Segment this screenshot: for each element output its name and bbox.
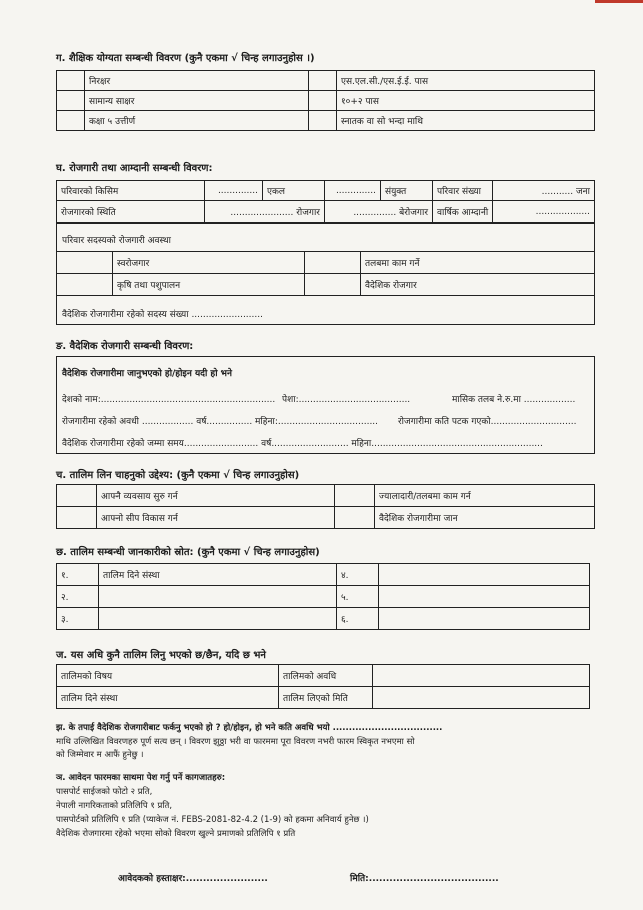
training-institute-label[interactable]: तालिम दिने संस्था <box>57 687 279 709</box>
training-purpose-table <box>56 484 595 529</box>
checkbox-cell[interactable] <box>57 91 85 111</box>
checkbox-cell[interactable] <box>57 274 113 296</box>
education-table <box>56 70 595 131</box>
option-plus-two: १०+२ पास <box>337 91 595 111</box>
signature-date-field[interactable]: मिति:...................................... <box>350 874 499 884</box>
family-count-input[interactable]: ........... जना <box>493 181 595 201</box>
option-literate: सामान्य साक्षर <box>85 91 309 111</box>
annual-income-label: वार्षिक आम्दानी <box>433 201 493 223</box>
wage-work-label: ज्यालादारी/तलबमा काम गर्न <box>375 485 595 507</box>
training-subject-label[interactable]: तालिमको विषय <box>57 665 279 687</box>
option-bachelor: स्नातक वा सो भन्दा माथि <box>337 111 595 131</box>
times-gone-field[interactable]: रोजगारीमा कति पटक गएको.............................. <box>398 417 577 427</box>
checkbox-cell[interactable] <box>305 274 361 296</box>
source-input[interactable] <box>379 586 590 608</box>
row-number: ४. <box>337 564 379 586</box>
checkbox-cell[interactable] <box>335 507 375 529</box>
employed-input[interactable]: ...................... रोजगार <box>205 201 325 223</box>
training-date-label: तालिम लिएको मिति <box>279 687 373 709</box>
checkbox-cell[interactable] <box>57 485 97 507</box>
foreign-member-count[interactable]: वैदेशिक रोजगारीमा रहेको सदस्य संख्या ......................... <box>62 310 263 320</box>
returnee-question[interactable]: झ. के तपाई वैदेशिक रोजगारीबाट फर्कनु भएको हो ? हो/होइन, हो भने कति अवधि भयो .................................. <box>56 723 443 733</box>
checkbox-cell[interactable] <box>309 111 337 131</box>
document-photo: पासपोर्ट साईजको फोटो २ प्रति, <box>56 787 153 797</box>
training-duration-label: तालिमको अवधि <box>279 665 373 687</box>
checkbox-cell[interactable] <box>309 71 337 91</box>
applicant-signature-field[interactable]: आवेदकको हस्ताक्षर:........................ <box>118 874 268 884</box>
own-business-label: आफ्नै व्यवसाय सुरु गर्न <box>97 485 335 507</box>
foreign-employment-label: वैदेशिक रोजगार <box>361 274 595 296</box>
employment-table-top <box>56 180 595 223</box>
source-input[interactable] <box>379 608 590 630</box>
salaried-work-label: तलबमा काम गर्ने <box>361 252 595 274</box>
declaration-line-2: को जिम्मेवार म आफैं हुनेछु । <box>56 750 144 760</box>
option-illiterate: निरक्षर <box>85 71 309 91</box>
row-number: ६. <box>337 608 379 630</box>
joint-input[interactable]: .............. <box>325 181 381 201</box>
joint-label: संयुक्त <box>381 181 433 201</box>
checkbox-cell[interactable] <box>335 485 375 507</box>
checkbox-cell[interactable] <box>309 91 337 111</box>
checkbox-cell[interactable] <box>57 111 85 131</box>
unemployed-input[interactable]: ............... बेरोजगार <box>325 201 433 223</box>
source-training-institute[interactable]: तालिम दिने संस्था <box>99 564 337 586</box>
skill-development-label: आफ्नो सीप विकास गर्न <box>97 507 335 529</box>
employment-status-label: रोजगारको स्थिति <box>57 201 205 223</box>
training-duration-input[interactable] <box>373 665 590 687</box>
go-foreign-label: वैदेशिक रोजगारीमा जान <box>375 507 595 529</box>
checkbox-cell[interactable] <box>57 252 113 274</box>
document-passport: पासपोर्टको प्रतिलिपि १ प्रति (प्याकेज नं. FEBS-2081-82-4.2 (1-9) को हकमा अनिवार्य हुनेछ ।) <box>56 815 369 825</box>
source-input[interactable] <box>379 564 590 586</box>
section-cha-title: च. तालिम लिन चाहनुको उद्देश्य: (कुनै एकमा √ चिन्ह लगाउनुहोस) <box>56 470 300 481</box>
country-name-field[interactable]: देशको नाम:............................................................. <box>62 395 276 405</box>
single-label: एकल <box>263 181 325 201</box>
training-date-input[interactable] <box>373 687 590 709</box>
family-employment-label: परिवार सदस्यको रोजगारी अवस्था <box>62 236 171 246</box>
source-input[interactable] <box>99 608 337 630</box>
checkbox-cell[interactable] <box>305 252 361 274</box>
foreign-went-question: वैदेशिक रोजगारीमा जानुभएको हो/होइन यदी हो भने <box>62 369 232 379</box>
section-ja-title: ज. यस अधि कुनै तालिम लिनु भएको छ/छैन, यदि छ भने <box>56 650 266 661</box>
red-corner-mark <box>595 0 643 3</box>
source-input[interactable] <box>99 586 337 608</box>
family-type-label: परिवारको किसिम <box>57 181 205 201</box>
row-number: १. <box>57 564 99 586</box>
document-citizenship: नेपाली नागरिकताको प्रतिलिपि १ प्रति, <box>56 801 173 811</box>
checkbox-cell[interactable] <box>57 507 97 529</box>
declaration-line-1: माथि उल्लिखित विवरणहरु पूर्ण सत्य छन् । विवरण झुठ्ठा भरी वा फारममा पूरा विवरण नभरी फारम स्विकृत नभएमा सो <box>56 737 415 747</box>
info-source-table <box>56 563 590 630</box>
document-foreign-proof: वैदेशिक रोजगारमा रहेको भएमा सोको विवरण खुल्ने प्रमाणको प्रतिलिपि १ प्रति <box>56 829 296 839</box>
employment-duration-field[interactable]: रोजगारीमा रहेको अवधी .................. वर्ष................ महिना:................................... <box>62 417 379 427</box>
row-number: ५. <box>337 586 379 608</box>
monthly-salary-field[interactable]: मासिक तलब ने.रु.मा .................. <box>452 395 576 405</box>
option-slc-pass: एस.एल.सी./एस.ई.ई. पास <box>337 71 595 91</box>
row-number: ३. <box>57 608 99 630</box>
self-employment-label: स्वरोजगार <box>113 252 305 274</box>
option-class-five: कक्षा ५ उत्तीर्ण <box>85 111 309 131</box>
section-ga-title: ग. शैक्षिक योग्यता सम्बन्धी विवरण (कुनै एकमा √ चिन्ह लगाउनुहोस ।) <box>56 53 315 64</box>
row-number: २. <box>57 586 99 608</box>
occupation-field[interactable]: पेशा:....................................... <box>282 395 411 405</box>
checkbox-cell[interactable] <box>57 71 85 91</box>
agriculture-label: कृषि तथा पशुपालन <box>113 274 305 296</box>
section-nga-title: ङ. वैदेशिक रोजगारी सम्बन्धी विवरण: <box>56 341 194 352</box>
section-chha-title: छ. तालिम सम्बन्धी जानकारीको स्रोत: (कुनै एकमा √ चिन्ह लगाउनुहोस) <box>56 547 320 558</box>
documents-title: ञ. आवेदन फारमका साथमा पेश गर्नु पर्ने कागजातहरु: <box>56 773 226 783</box>
family-count-label: परिवार संख्या <box>433 181 493 201</box>
single-input[interactable]: .............. <box>205 181 263 201</box>
previous-training-table <box>56 664 590 709</box>
section-gha-title: घ. रोजगारी तथा आम्दानी सम्बन्धी विवरण: <box>56 163 213 174</box>
total-time-field[interactable]: वैदेशिक रोजगारीमा रहेको जम्मा समय.......................... वर्ष........................... महिना............................................................ <box>62 439 543 449</box>
family-employment-table <box>56 251 595 296</box>
annual-income-input[interactable]: ................... <box>493 201 595 223</box>
